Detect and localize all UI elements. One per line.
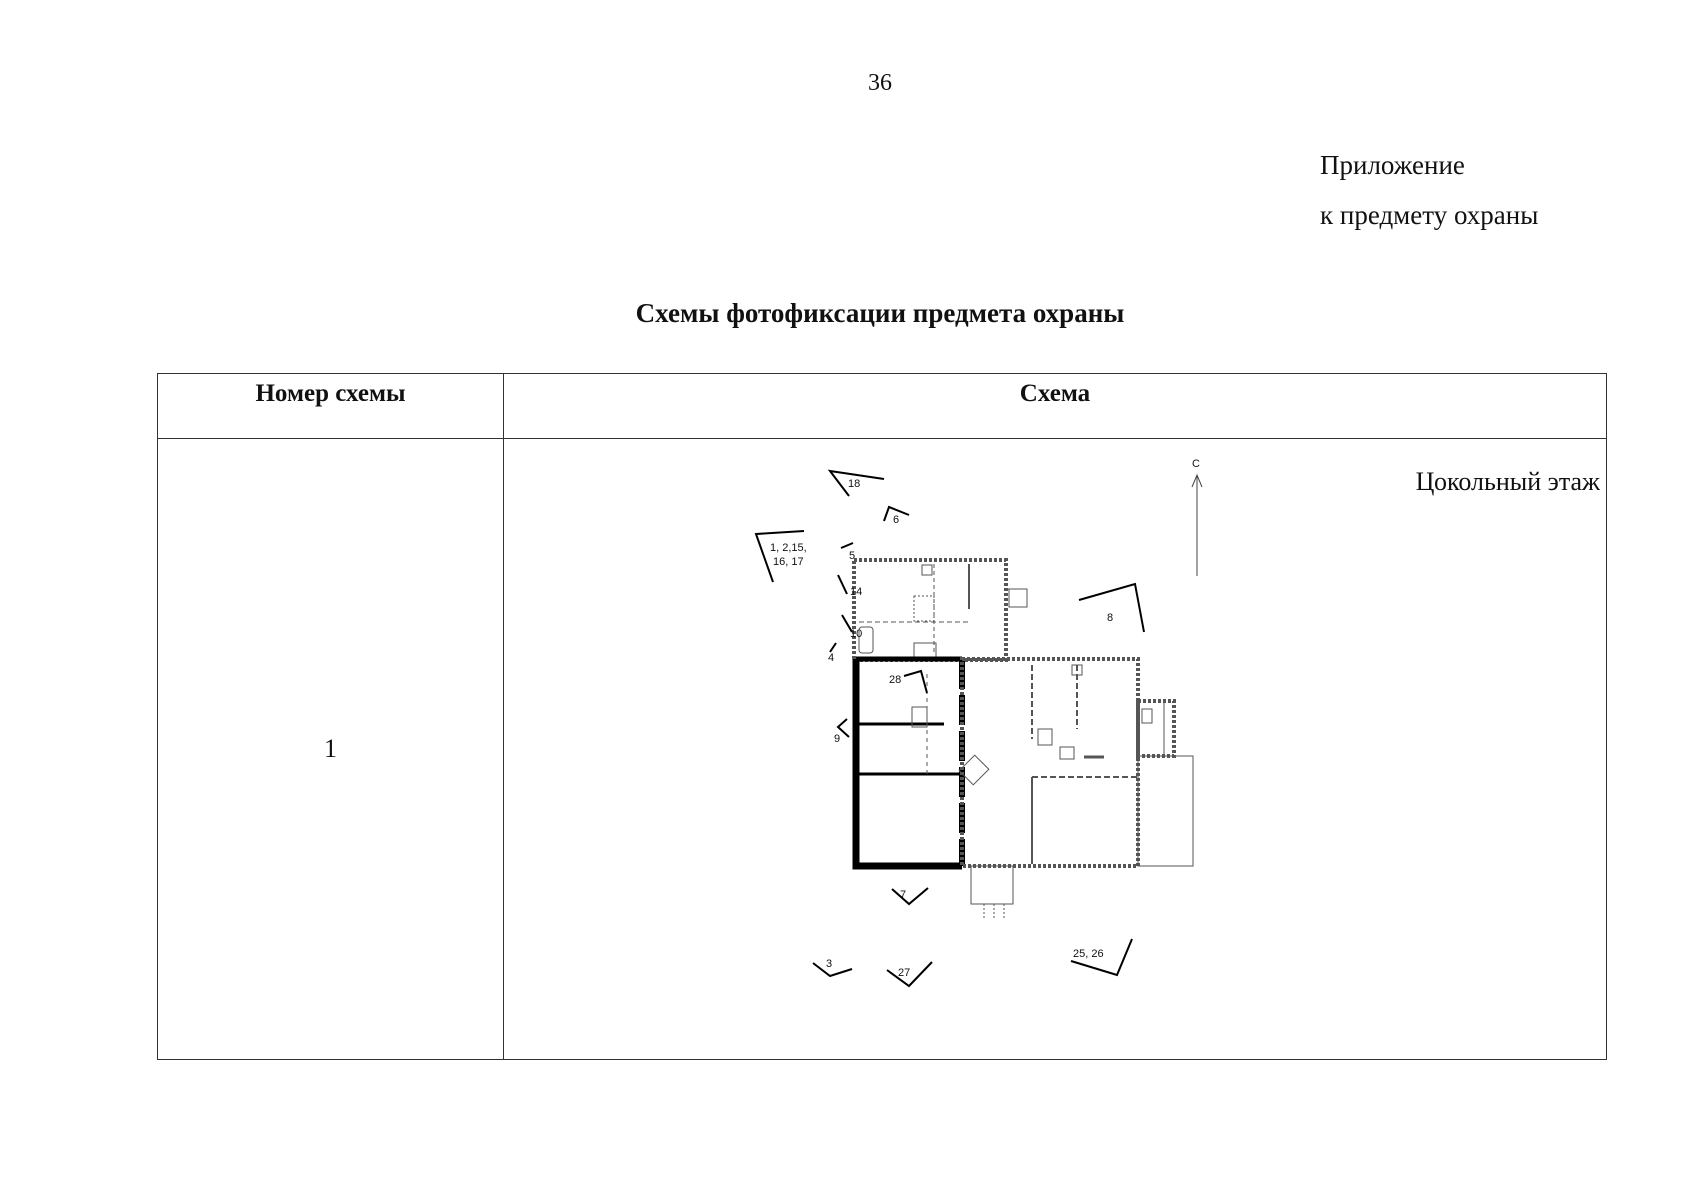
marker-label: 7 [900,889,907,901]
viewpoint-7 [892,888,928,904]
north-label: С [1192,458,1200,470]
page-number: 36 [868,70,892,96]
marker-label: 1, 2,15, [770,542,807,554]
viewpoint-labels [770,478,1113,979]
marker-label: 25, 26 [1073,948,1104,960]
marker-label: 27 [898,967,911,979]
appendix-note [1320,140,1538,240]
appendix-line-2: к предмету охраны [1320,200,1539,230]
table-header-row [158,374,1607,439]
floor-plan-diagram [504,439,1608,1067]
schemes-table [157,373,1607,1060]
marker-label: 9 [834,733,841,745]
viewpoint-5 [841,543,853,548]
marker-label: 3 [826,958,833,970]
appendix-line-1: Приложение [1320,150,1465,180]
marker-label: 8 [1107,612,1114,624]
marker-label: 28 [889,674,902,686]
viewpoint-markers [756,471,1144,986]
table-row [158,439,1607,1060]
viewpoint-4 [830,643,836,652]
viewpoint-8 [1079,584,1144,632]
marker-label: 5 [849,550,856,562]
floor-label: Цокольный этаж [1415,467,1600,496]
scheme-number: 1 [158,439,504,1060]
marker-label: 18 [848,478,861,490]
marker-label: 4 [828,652,835,664]
viewpoint-14 [838,575,847,594]
marker-label: 6 [893,514,900,526]
column-header-scheme: Схема [504,374,1607,439]
document-title: Схемы фотофиксации предмета охраны [635,298,1125,328]
marker-label: 14 [850,586,863,598]
north-arrow [1192,458,1202,576]
scheme-cell [504,439,1607,1060]
column-header-number: Номер схемы [158,374,504,439]
building-outline [854,560,1193,919]
marker-label: 10 [850,628,863,640]
viewpoint-3 [813,963,852,976]
viewpoint-28 [904,671,927,693]
marker-label: 16, 17 [773,556,804,568]
